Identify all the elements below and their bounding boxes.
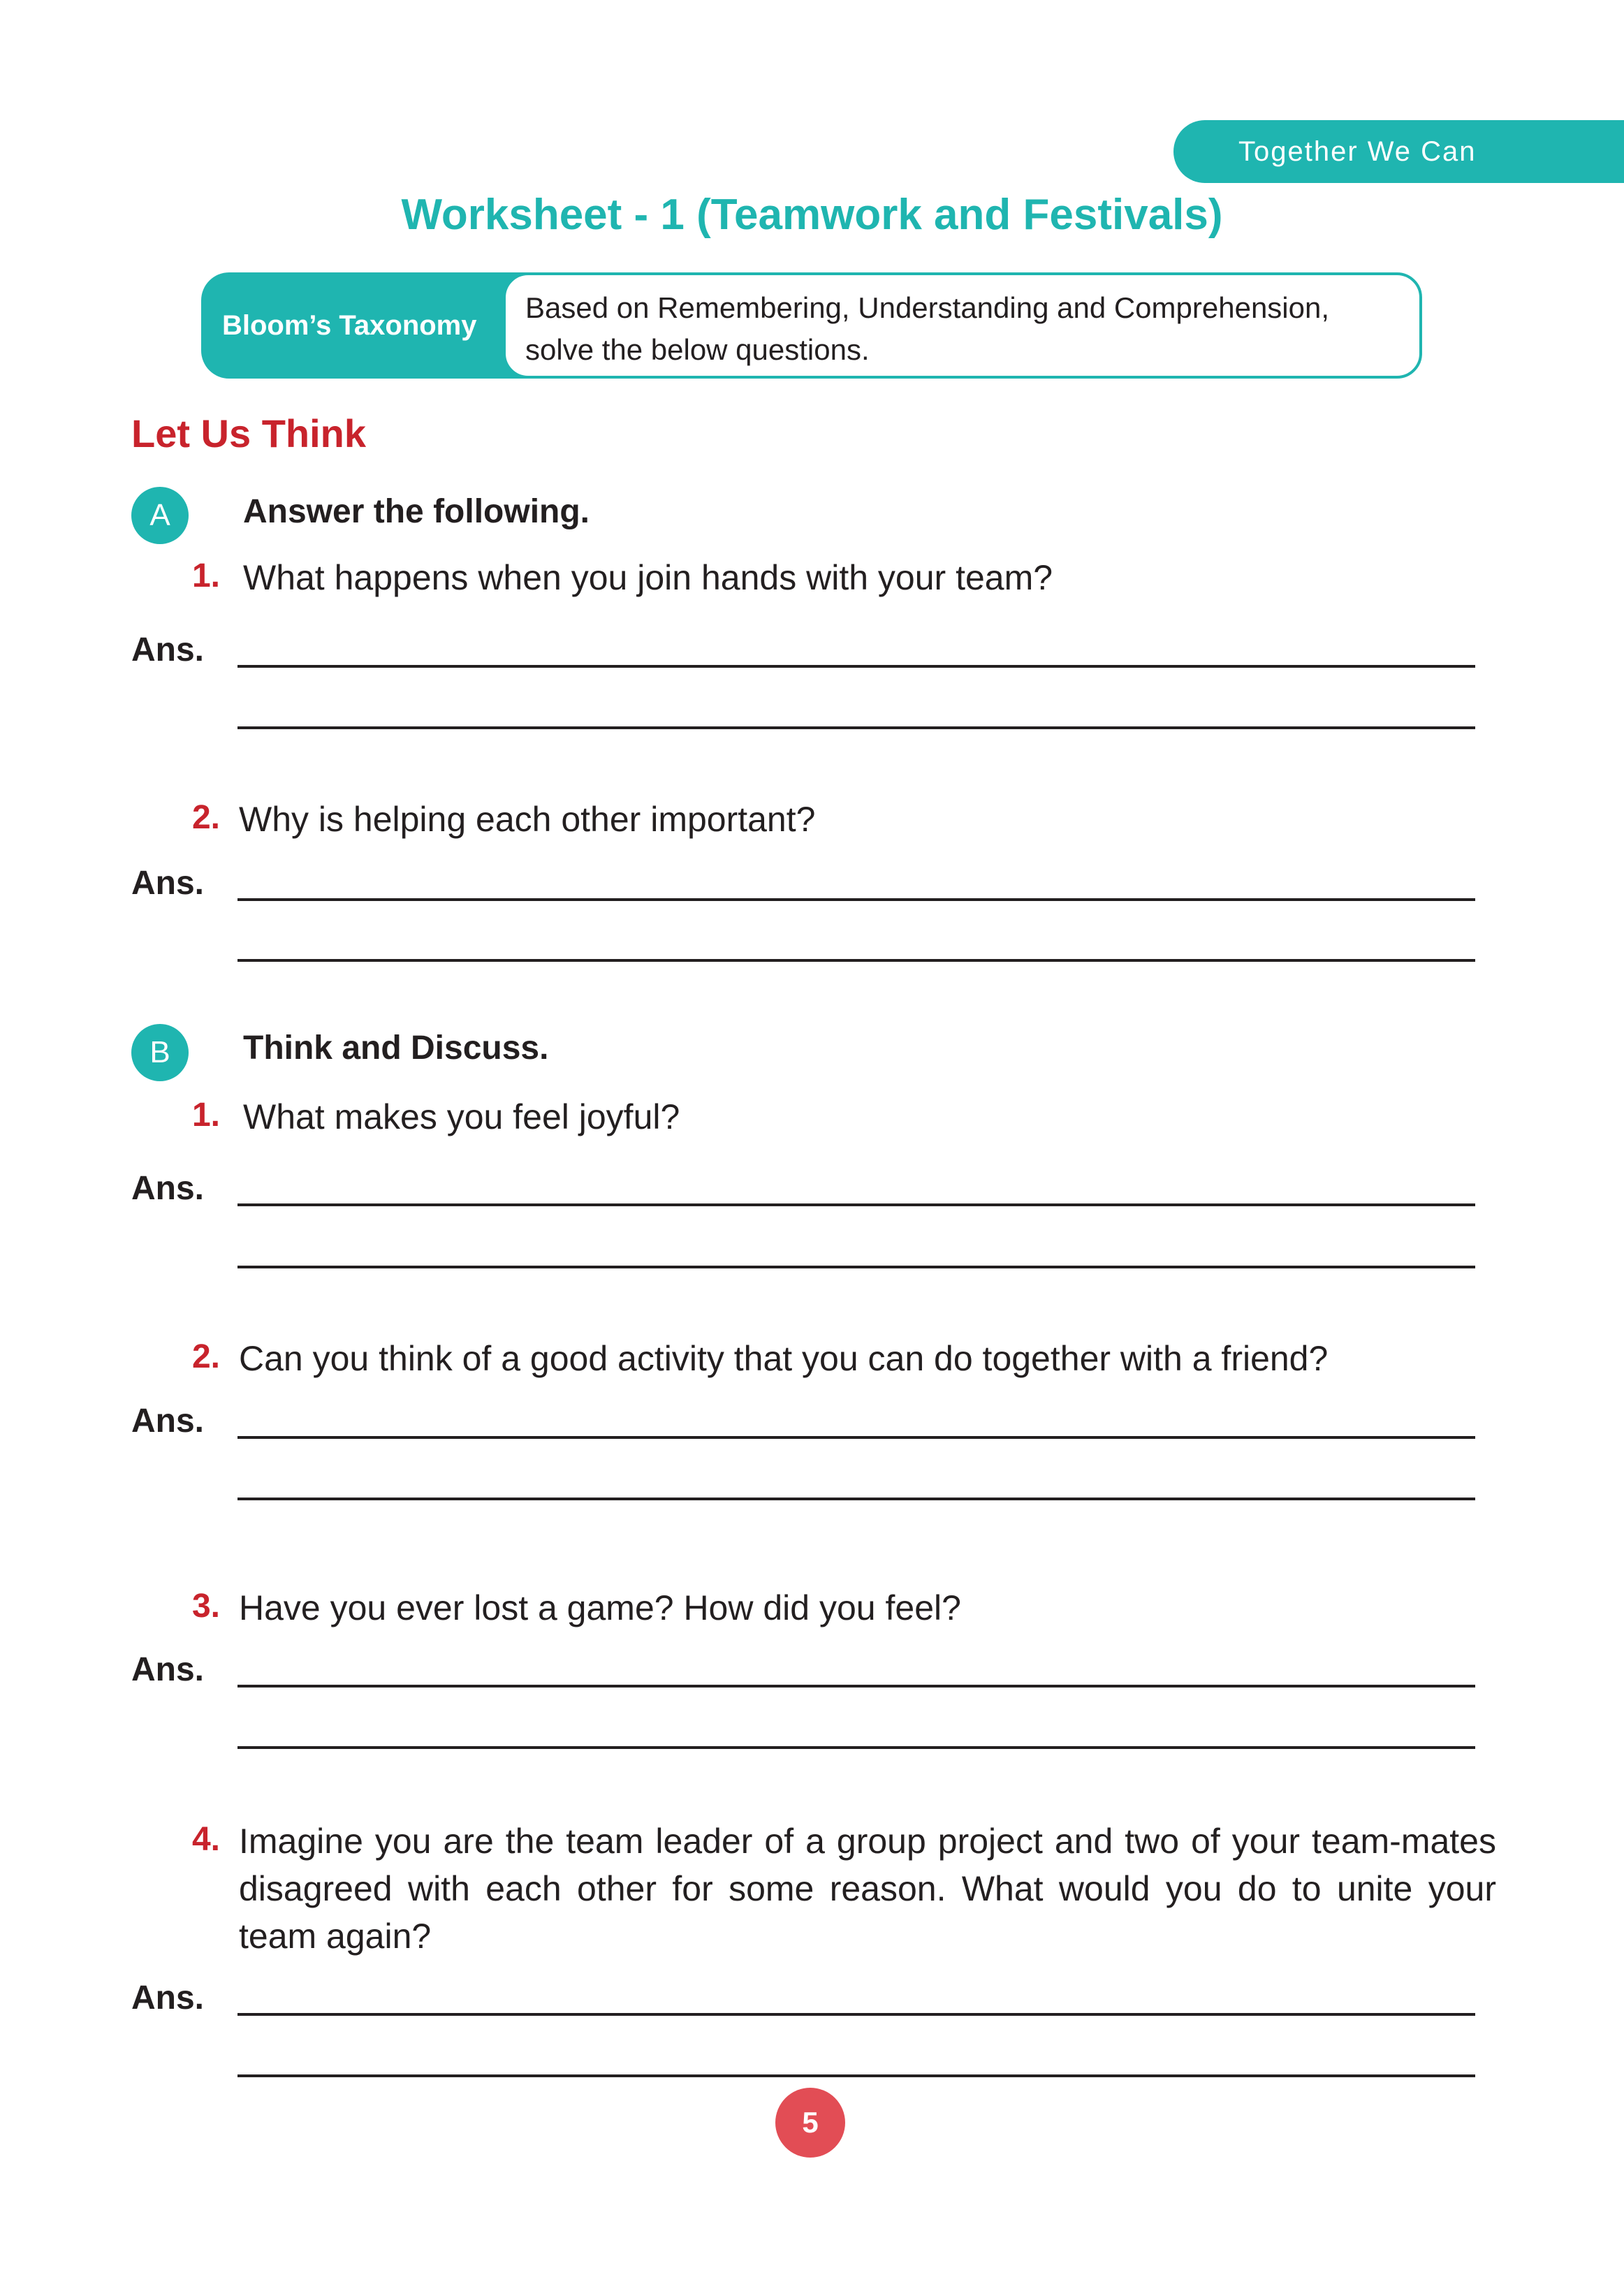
- answer-line[interactable]: [237, 898, 1475, 901]
- question-number: 3.: [191, 1588, 220, 1625]
- question-text: Imagine you are the team leader of a group project and two of your team-mates disagreed with each other for some reason. What would you do to unite your team again?: [239, 1822, 1496, 1956]
- answer-label: Ans.: [131, 1651, 205, 1688]
- answer-line[interactable]: [237, 1436, 1475, 1439]
- answer-line[interactable]: [237, 1746, 1475, 1749]
- question-text: What happens when you join hands with your team?: [243, 558, 1053, 597]
- section-heading: Let Us Think: [131, 411, 367, 455]
- question-number: 4.: [191, 1821, 220, 1858]
- answer-line[interactable]: [237, 1498, 1475, 1500]
- question-text: Can you think of a good activity that you can do together with a friend?: [239, 1339, 1329, 1378]
- section-b-instruction: Think and Discuss.: [243, 1030, 549, 1067]
- answer-line[interactable]: [237, 2074, 1475, 2077]
- answer-line[interactable]: [237, 1266, 1475, 1268]
- blooms-text-line-1: Based on Remembering, Understanding and Comprehension,: [525, 291, 1330, 324]
- question-text: What makes you feel joyful?: [243, 1097, 680, 1136]
- chapter-tab: Together We Can: [1173, 120, 1624, 183]
- answer-label: Ans.: [131, 631, 205, 668]
- answer-label: Ans.: [131, 865, 205, 902]
- question-number: 1.: [191, 1097, 220, 1134]
- worksheet-title: Worksheet - 1 (Teamwork and Festivals): [401, 191, 1223, 239]
- answer-line[interactable]: [237, 726, 1475, 729]
- question-text: Why is helping each other important?: [239, 800, 816, 839]
- answer-line[interactable]: [237, 1685, 1475, 1688]
- answer-line[interactable]: [237, 1203, 1475, 1206]
- question-number: 2.: [191, 1338, 220, 1375]
- question-number: 2.: [191, 799, 220, 836]
- answer-label: Ans.: [131, 1170, 205, 1207]
- question-number: 1.: [191, 557, 220, 594]
- question-text: Have you ever lost a game? How did you feel?: [239, 1588, 961, 1627]
- section-a-badge: A: [131, 487, 189, 544]
- answer-line[interactable]: [237, 665, 1475, 668]
- answer-label: Ans.: [131, 1403, 205, 1440]
- answer-line[interactable]: [237, 2013, 1475, 2016]
- page-number: 5: [775, 2088, 845, 2158]
- blooms-taxonomy-description: [503, 272, 1422, 379]
- section-b-badge: B: [131, 1024, 189, 1081]
- answer-label: Ans.: [131, 1979, 205, 2016]
- blooms-taxonomy-label: Bloom’s Taxonomy: [201, 272, 557, 379]
- section-a-instruction: Answer the following.: [243, 493, 590, 530]
- blooms-text-line-2: solve the below questions.: [525, 333, 870, 366]
- answer-line[interactable]: [237, 959, 1475, 962]
